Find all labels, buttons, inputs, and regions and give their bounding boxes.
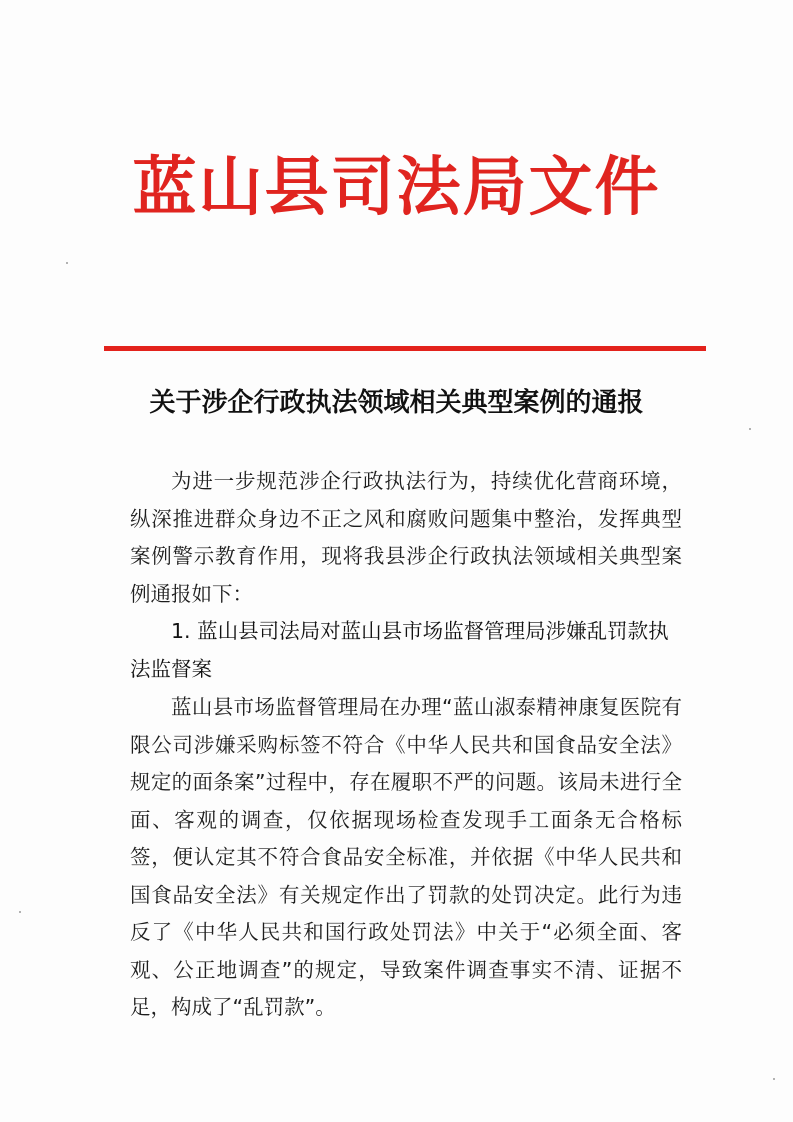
scan-speck [773,1078,775,1080]
scan-speck [749,428,751,430]
case-1-paragraph: 蓝山县市场监督管理局在办理“蓝山淑泰精神康复医院有限公司涉嫌采购标签不符合《中华人民共和国食品安全法》规定的面条案”过程中，存在履职不严的问题。该局未进行全面、客观的调查，仅依据现场检查发现手工面条无合格标签，便认定其不符合食品安全标准，并依据《中华人民共和国食品安全法》有关规定作出了罚款的处罚决定。此行为违反了《中华人民共和国行政处罚法》中关于“必须全面、客观、公正地调查”的规定，导致案件调查事实不清、证据不足，构成了“乱罚款”。 [130,695,682,1019]
case-1-heading: 1. 蓝山县司法局对蓝山县市场监督管理局涉嫌乱罚款执法监督案 [130,619,669,681]
document-title: 关于涉企行政执法领域相关典型案例的通报 [149,388,644,418]
scan-speck [66,262,68,264]
red-separator-line [104,346,706,351]
intro-paragraph: 为进一步规范涉企行政执法行为，持续优化营商环境，纵深推进群众身边不正之风和腐败问题集中整治，发挥典型案例警示教育作用，现将我县涉企行政执法领域相关典型案例通报如下： [130,469,682,606]
scan-speck [19,911,21,913]
issuing-authority-masthead: 蓝山县司法局文件 [132,150,661,225]
